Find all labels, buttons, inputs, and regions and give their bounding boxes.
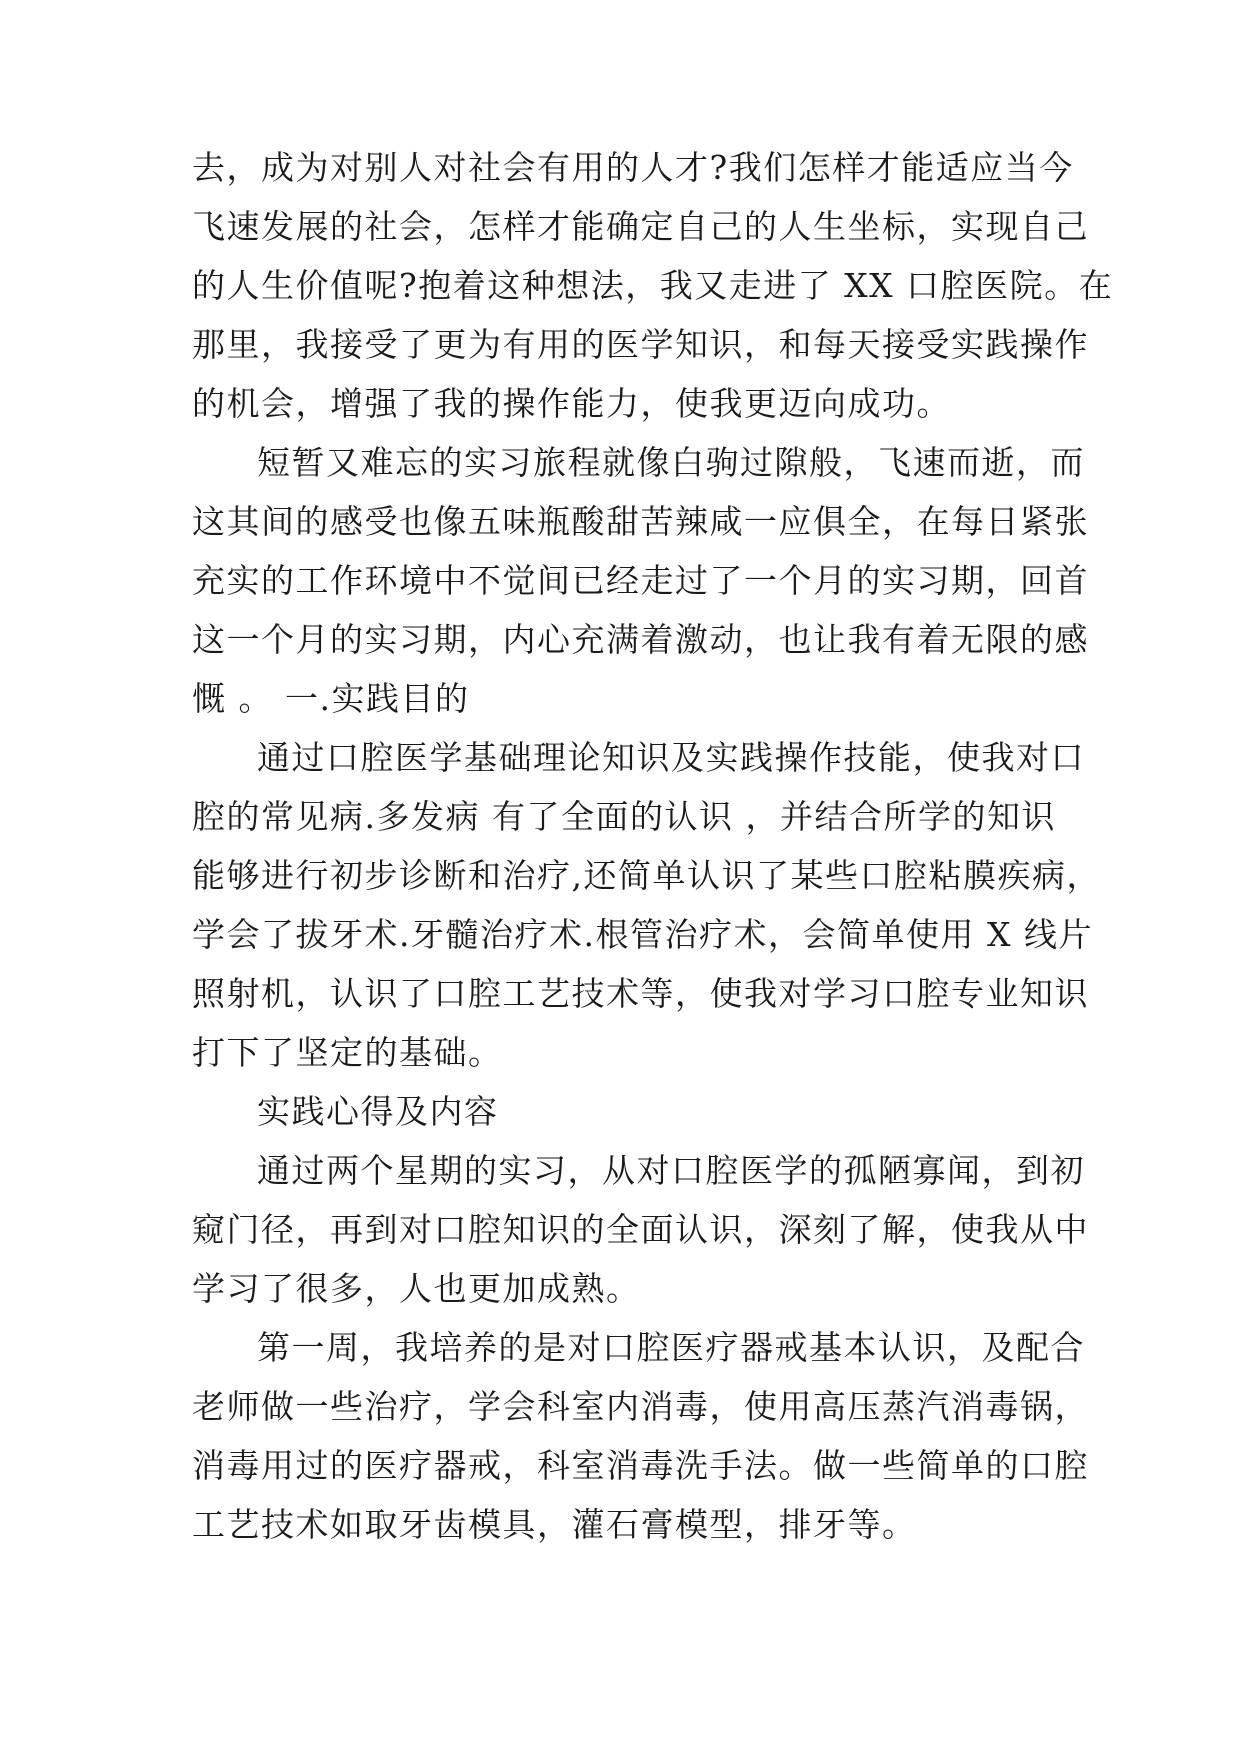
- text-line: 飞速发展的社会，怎样才能确定自己的人生坐标，实现自己: [192, 207, 1089, 246]
- text-line: 腔的常见病.多发病 有了全面的认识 ，并结合所学的知识: [192, 797, 1056, 836]
- paragraph-start-line: 第一周，我培养的是对口腔医疗器戒基本认识，及配合: [257, 1328, 1085, 1367]
- text-line: 这一个月的实习期，内心充满着激动，也让我有着无限的感: [192, 620, 1089, 659]
- text-line: 去，成为对别人对社会有用的人才?我们怎样才能适应当今: [192, 148, 1074, 187]
- text-line: 照射机，认识了口腔工艺技术等，使我对学习口腔专业知识: [192, 974, 1089, 1013]
- text-line: 消毒用过的医疗器戒，科室消毒洗手法。做一些简单的口腔: [192, 1446, 1089, 1485]
- text-line: 学会了拔牙术.牙髓治疗术.根管治疗术，会简单使用 X 线片: [192, 915, 1093, 954]
- text-line: 那里，我接受了更为有用的医学知识，和每天接受实践操作: [192, 325, 1089, 364]
- text-line: 的人生价值呢?抱着这种想法，我又走进了 XX 口腔医院。在: [192, 266, 1114, 305]
- paragraph-start-line: 通过两个星期的实习，从对口腔医学的孤陋寡闻，到初: [257, 1151, 1085, 1190]
- text-line: 充实的工作环境中不觉间已经走过了一个月的实习期，回首: [192, 561, 1089, 600]
- paragraph-start-line: 短暂又难忘的实习旅程就像白驹过隙般，飞速而逝，而: [257, 443, 1085, 482]
- paragraph-start-line: 通过口腔医学基础理论知识及实践操作技能，使我对口: [257, 738, 1085, 777]
- text-line: 老师做一些治疗，学会科室内消毒，使用高压蒸汽消毒锅，: [192, 1387, 1089, 1426]
- text-line: 能够进行初步诊断和治疗,还简单认识了某些口腔粘膜疾病，: [192, 856, 1101, 895]
- section-heading: 实践心得及内容: [257, 1092, 499, 1131]
- text-line: 窥门径，再到对口腔知识的全面认识，深刻了解，使我从中: [192, 1210, 1089, 1249]
- text-line: 打下了坚定的基础。: [192, 1033, 503, 1072]
- text-line: 工艺技术如取牙齿模具，灌石膏模型，排牙等。: [192, 1505, 917, 1544]
- section-heading-line: 慨 。 一.实践目的: [192, 679, 470, 718]
- text-line: 学习了很多，人也更加成熟。: [192, 1269, 641, 1308]
- text-line: 这其间的感受也像五味瓶酸甜苦辣咸一应俱全，在每日紧张: [192, 502, 1089, 541]
- text-line: 的机会，增强了我的操作能力，使我更迈向成功。: [192, 384, 951, 423]
